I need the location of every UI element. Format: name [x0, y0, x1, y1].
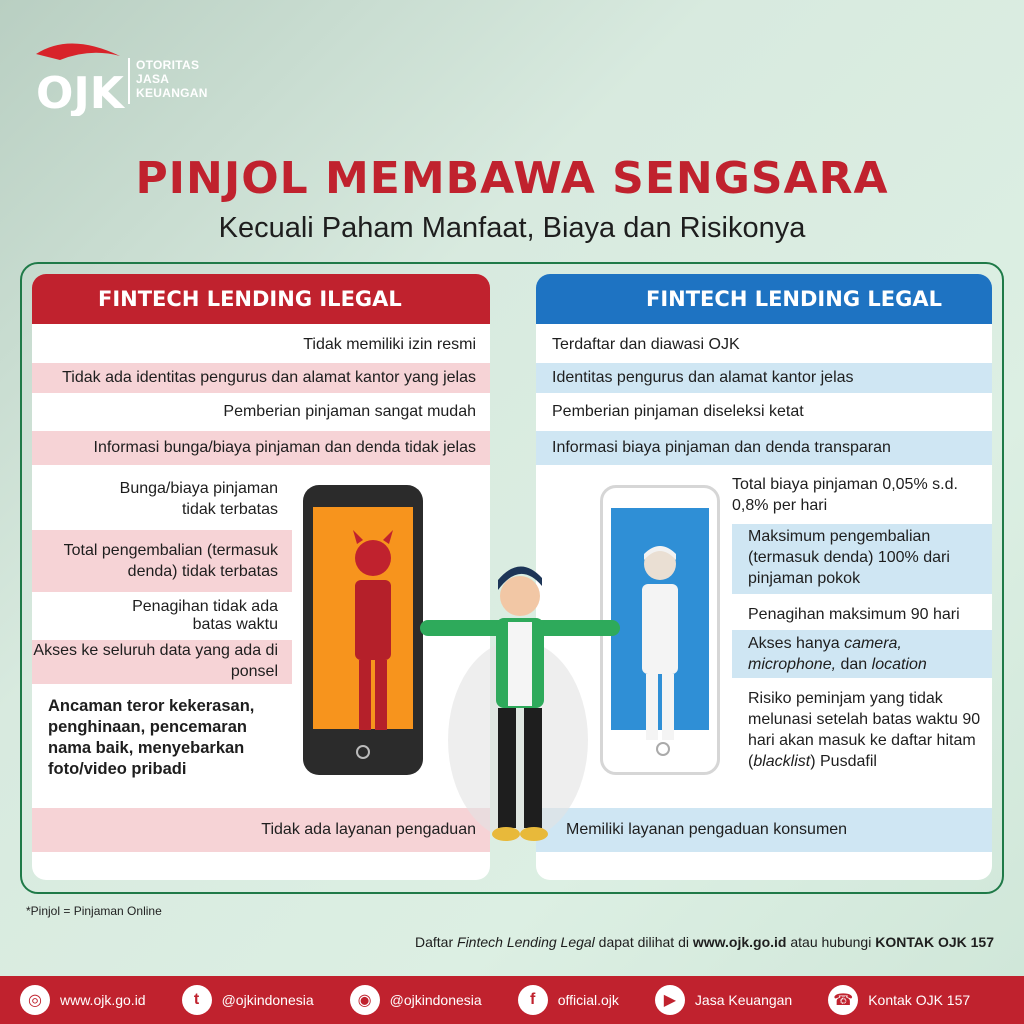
legal-item: Informasi biaya pinjaman dan denda transparan [536, 431, 992, 465]
illegal-item: Akses ke seluruh data yang ada di ponsel [32, 640, 292, 684]
illegal-item: Ancaman teror kekerasan, penghinaan, pencemaran nama baik, menyebarkan foto/video pribadi [48, 697, 255, 778]
logo-divider [128, 58, 130, 104]
phone-icon: ☎ [828, 985, 858, 1015]
illegal-header: FINTECH LENDING ILEGAL [32, 274, 490, 324]
page-subtitle: Kecuali Paham Manfaat, Biaya dan Risikonya [218, 212, 806, 244]
footnote: *Pinjol = Pinjaman Online [26, 904, 162, 918]
twitter-icon: t [182, 985, 212, 1015]
illegal-item: Tidak ada layanan pengaduan [32, 808, 490, 852]
legal-item: Penagihan maksimum 90 hari [748, 606, 960, 623]
facebook-icon: f [518, 985, 548, 1015]
illegal-item: Pemberian pinjaman sangat mudah [223, 403, 476, 420]
footer-bar [0, 976, 1024, 1024]
legal-item: Maksimum pengembalian (termasuk denda) 100% dari pinjaman pokok [732, 524, 992, 594]
legal-item: Akses hanya camera, microphone, dan location [732, 630, 992, 678]
footer-facebook[interactable]: f official.ojk [518, 985, 619, 1015]
footer-instagram[interactable]: ◉ @ojkindonesia [350, 985, 482, 1015]
illegal-item: Penagihan tidak ada batas waktu [132, 598, 278, 633]
footer-twitter[interactable]: t @ojkindonesia [182, 985, 314, 1015]
legal-header: FINTECH LENDING LEGAL [536, 274, 992, 324]
legal-item: Memiliki layanan pengaduan konsumen [536, 808, 992, 852]
footer-youtube[interactable]: ▶ Jasa Keuangan [655, 985, 792, 1015]
man-figure-icon [410, 560, 630, 855]
legal-item: Identitas pengurus dan alamat kantor jelas [536, 363, 992, 393]
legal-item: Risiko peminjam yang tidak melunasi setelah batas waktu 90 hari akan masuk ke daftar hitam (blacklist) Pusdafil [748, 690, 981, 770]
globe-icon: ◎ [20, 985, 50, 1015]
contact-note: Daftar Fintech Lending Legal dapat dilihat di www.ojk.go.id atau hubungi KONTAK OJK 157 [415, 934, 994, 950]
page-title: PINJOL MEMBAWA SENGSARA [135, 153, 889, 204]
illegal-item: Informasi bunga/biaya pinjaman dan denda tidak jelas [32, 431, 490, 465]
elder-figure-icon [620, 538, 700, 748]
footer-website[interactable]: ◎ www.ojk.go.id [20, 985, 146, 1015]
instagram-icon: ◉ [350, 985, 380, 1015]
legal-item: Total biaya pinjaman 0,05% s.d. 0,8% per hari [732, 476, 958, 514]
legal-item: Pemberian pinjaman diseleksi ketat [552, 403, 804, 420]
youtube-icon: ▶ [655, 985, 685, 1015]
legal-item: Terdaftar dan diawasi OJK [552, 336, 740, 353]
svg-text:OJK: OJK [36, 68, 124, 116]
illegal-item: Tidak memiliki izin resmi [303, 336, 476, 353]
devil-figure-icon [333, 528, 413, 748]
illegal-item: Total pengembalian (termasuk denda) tidak terbatas [32, 530, 292, 592]
illegal-item: Bunga/biaya pinjaman tidak terbatas [119, 480, 278, 518]
website-link[interactable]: www.ojk.go.id [692, 934, 787, 950]
footer-contact[interactable]: ☎ Kontak OJK 157 [828, 985, 970, 1015]
illegal-item: Tidak ada identitas pengurus dan alamat kantor yang jelas [32, 363, 490, 393]
logo-text: OTORITAS JASA KEUANGAN [136, 58, 208, 100]
